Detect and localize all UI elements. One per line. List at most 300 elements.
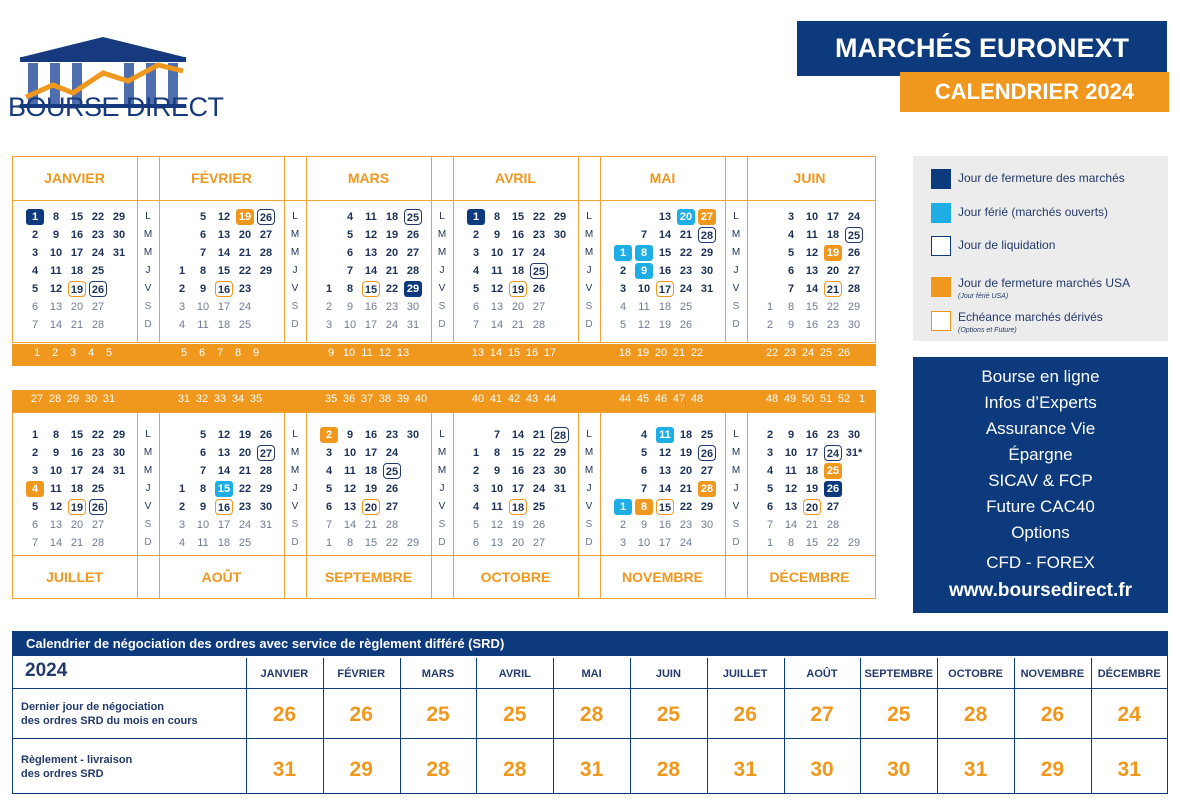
calendar-day: 24 <box>91 247 105 259</box>
logo-text: BOURSE DIRECT <box>8 92 224 122</box>
calendar-day: 11 <box>197 537 209 549</box>
calendar-day: 6 <box>787 265 795 277</box>
calendar-day: 7 <box>325 519 333 531</box>
calendar-day: 12 <box>217 429 231 441</box>
calendar-day: 29 <box>259 265 273 277</box>
calendar-day: 19 <box>658 319 672 331</box>
calendar-day: 4 <box>640 429 648 441</box>
weekday-letter: L <box>586 429 592 440</box>
weekday-letter: D <box>732 319 740 330</box>
calendar-day: 30 <box>847 319 861 331</box>
calendar-day: 26 <box>257 209 275 225</box>
calendar-day: 22 <box>91 211 105 223</box>
calendar-day: 17 <box>70 247 84 259</box>
calendar-day: 21 <box>511 319 525 331</box>
calendar-day: 7 <box>346 265 354 277</box>
calendar-day: 20 <box>511 301 525 313</box>
srd-month-header: SEPTEMBRE <box>864 668 934 680</box>
calendar-day: 9 <box>787 429 795 441</box>
calendar-day: 19 <box>236 209 254 225</box>
calendar-day: 22 <box>238 483 252 495</box>
srd-last-trading-day: 26 <box>733 703 757 726</box>
week-number: 6 <box>198 347 206 359</box>
calendar-day: 6 <box>31 301 39 313</box>
calendar-day: 15 <box>656 499 674 515</box>
calendar-day: 4 <box>619 301 627 313</box>
calendar-day: 11 <box>50 483 62 495</box>
legend-swatch <box>931 311 951 331</box>
calendar-day: 4 <box>178 537 186 549</box>
calendar-day: 24 <box>532 247 546 259</box>
calendar-day: 2 <box>766 319 774 331</box>
calendar-day: 19 <box>238 429 252 441</box>
calendar-day: 28 <box>532 319 546 331</box>
weekday-letter: V <box>585 501 593 512</box>
week-number: 48 <box>690 393 704 405</box>
calendar-day: 30 <box>700 519 714 531</box>
calendar-day: 14 <box>49 319 63 331</box>
week-number: 50 <box>801 393 815 405</box>
weekday-letter: S <box>732 301 740 312</box>
month-name-3: AVRIL <box>495 170 536 186</box>
calendar-day: 29 <box>112 211 126 223</box>
calendar-day: 21 <box>824 281 842 297</box>
calendar-day: 28 <box>385 519 399 531</box>
week-number: 51 <box>819 393 833 405</box>
calendar-day: 19 <box>68 281 86 297</box>
srd-last-trading-day: 25 <box>426 703 450 726</box>
srd-month-header: MARS <box>421 668 455 680</box>
calendar-day: 26 <box>89 499 107 515</box>
week-number: 44 <box>543 393 557 405</box>
calendar-day: 19 <box>511 519 525 531</box>
calendar-day: 7 <box>31 319 39 331</box>
month-divider <box>600 412 601 599</box>
calendar-day: 8 <box>787 301 795 313</box>
calendar-day: 22 <box>238 265 252 277</box>
calendar-day: 5 <box>472 519 480 531</box>
srd-table <box>12 631 1168 794</box>
calendar-day: 22 <box>826 537 840 549</box>
srd-settlement-day: 31 <box>579 758 604 781</box>
calendar-day: 25 <box>238 537 252 549</box>
calendar-day: 3 <box>178 519 186 531</box>
calendar-day: 19 <box>805 483 819 495</box>
calendar-day: 18 <box>509 499 527 515</box>
srd-last-trading-day: 27 <box>810 703 834 726</box>
calendar-day: 23 <box>532 465 546 477</box>
calendar-day: 3 <box>31 465 39 477</box>
calendar-day: 9 <box>635 263 653 279</box>
week-number: 9 <box>327 347 335 359</box>
week-number: 22 <box>690 347 704 359</box>
calendar-day: 17 <box>658 537 672 549</box>
calendar-day: 2 <box>320 427 338 443</box>
calendar-day: 27 <box>91 519 105 531</box>
calendar-day: 3 <box>766 447 774 459</box>
calendar-day: 12 <box>49 501 63 513</box>
srd-month-header: FÉVRIER <box>337 668 386 680</box>
calendar-day: 2 <box>178 283 186 295</box>
calendar-day: 28 <box>91 319 105 331</box>
calendar-day: 17 <box>364 319 378 331</box>
calendar-day: 1 <box>614 245 632 261</box>
week-number: 24 <box>801 347 815 359</box>
calendar-day: 22 <box>826 301 840 313</box>
week-number: 34 <box>231 393 245 405</box>
week-number: 13 <box>471 347 485 359</box>
calendar-day: 15 <box>70 211 84 223</box>
calendar-day: 21 <box>679 229 693 241</box>
weekday-letter: M <box>584 247 594 258</box>
calendar-day: 9 <box>787 319 795 331</box>
calendar-day: 15 <box>658 247 672 259</box>
calendar-day: 23 <box>679 265 693 277</box>
calendar-day: 5 <box>640 447 648 459</box>
calendar-day: 24 <box>824 445 842 461</box>
calendar-day: 4 <box>766 465 774 477</box>
week-number: 30 <box>84 393 98 405</box>
calendar-day: 13 <box>490 301 504 313</box>
calendar-day: 15 <box>805 537 819 549</box>
calendar-day: 28 <box>698 481 716 497</box>
weekday-letter: L <box>292 211 298 222</box>
legend-sublabel: (Options et Future) <box>958 327 1017 334</box>
weekday-letter: L <box>586 211 592 222</box>
calendar-day: 7 <box>31 537 39 549</box>
weekday-letter: J <box>292 483 298 494</box>
calendar-day: 14 <box>511 429 525 441</box>
calendar-day: 30 <box>847 429 861 441</box>
calendar-day: 18 <box>364 465 378 477</box>
week-number: 46 <box>654 393 668 405</box>
calendar-day: 1 <box>26 209 44 225</box>
calendar-day: 13 <box>49 301 63 313</box>
calendar-day: 17 <box>511 483 525 495</box>
calendar-day: 29 <box>847 301 861 313</box>
calendar-day: 9 <box>640 519 648 531</box>
weekday-letter: M <box>584 465 594 476</box>
week-number: 5 <box>180 347 188 359</box>
calendar-day: 13 <box>658 211 672 223</box>
week-number: 17 <box>543 347 557 359</box>
srd-month-header: JUILLET <box>722 668 768 680</box>
week-number: 26 <box>837 347 851 359</box>
srd-settlement-day: 31 <box>963 758 988 781</box>
legend-label: Jour férié (marchés ouverts) <box>958 205 1109 219</box>
calendar-day: 10 <box>490 483 504 495</box>
calendar-day: 26 <box>259 429 273 441</box>
legend-swatch <box>931 236 951 256</box>
calendar-day: 1 <box>325 537 333 549</box>
calendar-day: 23 <box>91 447 105 459</box>
calendar-day: 8 <box>635 245 653 261</box>
srd-settlement-day: 28 <box>426 758 450 781</box>
srd-settlement-day: 30 <box>810 758 834 781</box>
srd-settlement-day: 28 <box>503 758 527 781</box>
calendar-day: 13 <box>49 519 63 531</box>
calendar-day: 15 <box>217 265 231 277</box>
calendar-day: 27 <box>847 265 861 277</box>
calendar-day: 6 <box>472 301 480 313</box>
week-number: 40 <box>414 393 428 405</box>
calendar-day: 20 <box>70 519 84 531</box>
srd-settlement-day: 29 <box>349 758 373 781</box>
weekday-letter: M <box>731 465 741 476</box>
calendar-day: 18 <box>805 465 819 477</box>
month-divider <box>159 412 160 599</box>
calendar-day: 8 <box>199 265 207 277</box>
calendar-day: 22 <box>385 283 399 295</box>
week-number: 1 <box>33 347 41 359</box>
calendar-day: 10 <box>805 211 819 223</box>
calendar-day: 24 <box>91 465 105 477</box>
calendar-day: 8 <box>346 537 354 549</box>
calendar-day: 31 <box>553 483 567 495</box>
weekday-letter: D <box>585 319 593 330</box>
calendar-day: 5 <box>619 319 627 331</box>
calendar-day: 14 <box>364 265 378 277</box>
calendar-day: 15 <box>362 281 380 297</box>
calendar-day: 17 <box>217 519 231 531</box>
calendar-day: 23 <box>532 229 546 241</box>
weekday-letter: M <box>437 465 447 476</box>
calendar-day: 5 <box>199 211 207 223</box>
calendar-day: 19 <box>68 499 86 515</box>
calendar-day: 5 <box>31 283 39 295</box>
calendar-day: 27 <box>385 501 399 513</box>
weekday-letter: S <box>585 519 593 530</box>
promo-item: Infos d’Experts <box>984 393 1097 412</box>
weekday-letter: M <box>143 247 153 258</box>
calendar-day: 17 <box>656 281 674 297</box>
srd-table-title: Calendrier de négociation des ordres avec service de règlement différé (SRD) <box>13 632 1167 656</box>
calendar-day: 31 <box>112 465 126 477</box>
srd-month-header: AVRIL <box>498 668 531 680</box>
calendar-day: 11 <box>806 229 818 241</box>
calendar-day: 20 <box>803 499 821 515</box>
calendar-day: 12 <box>364 229 378 241</box>
week-number: 12 <box>378 347 392 359</box>
weekday-letter: M <box>584 447 594 458</box>
month-name-8: SEPTEMBRE <box>324 569 413 585</box>
month-name-2: MARS <box>347 170 390 186</box>
promo-item: Future CAC40 <box>986 497 1095 516</box>
calendar-day: 13 <box>343 501 357 513</box>
week-number: 42 <box>507 393 521 405</box>
calendar-day: 10 <box>49 247 63 259</box>
calendar-day: 30 <box>112 229 126 241</box>
letter-divider <box>725 412 726 599</box>
calendar-day: 26 <box>89 281 107 297</box>
calendar-day: 2 <box>472 229 480 241</box>
week-number: 9 <box>252 347 260 359</box>
week-number: 27 <box>30 393 44 405</box>
calendar-day: 12 <box>490 283 504 295</box>
calendar-day: 1 <box>766 537 774 549</box>
calendar-day: 27 <box>259 229 273 241</box>
legend-label: Echéance marchés dérivés <box>958 310 1103 324</box>
calendar-day: 21 <box>70 537 84 549</box>
weekday-letter: J <box>292 265 298 276</box>
weekday-letter: D <box>732 537 740 548</box>
calendar-day: 25 <box>824 463 842 479</box>
calendar-day: 25 <box>404 209 422 225</box>
month-name-10: NOVEMBRE <box>622 569 703 585</box>
calendar-day: 7 <box>640 229 648 241</box>
calendar-day: 21 <box>679 483 693 495</box>
week-number: 39 <box>396 393 410 405</box>
legend-label: Jour de fermeture marchés USA <box>958 276 1131 290</box>
calendar-day: 8 <box>199 483 207 495</box>
weekday-letter: V <box>144 501 152 512</box>
calendar-day: 22 <box>532 447 546 459</box>
calendar-day: 29 <box>700 501 714 513</box>
calendar-day: 11 <box>365 211 377 223</box>
calendar-day: 27 <box>91 301 105 313</box>
calendar-day: 23 <box>826 319 840 331</box>
calendar-day: 21 <box>532 429 546 441</box>
srd-settlement-day: 31 <box>733 758 757 781</box>
srd-last-trading-day: 26 <box>272 703 297 726</box>
month-name-1: FÉVRIER <box>191 170 252 186</box>
srd-last-trading-day: 25 <box>503 703 527 726</box>
promo-item: Assurance Vie <box>985 419 1096 438</box>
weekday-letter: M <box>290 447 300 458</box>
week-number: 13 <box>396 347 410 359</box>
calendar-day: 29 <box>700 247 714 259</box>
calendar-day: 12 <box>658 447 672 459</box>
calendar-day: 18 <box>217 319 231 331</box>
calendar-day: 10 <box>49 465 63 477</box>
weekday-letter: S <box>291 301 299 312</box>
calendar-day: 20 <box>826 265 840 277</box>
calendar-day: 24 <box>679 537 693 549</box>
promo-cfd: CFD - FOREX <box>986 553 1095 572</box>
calendar-day: 6 <box>766 501 774 513</box>
calendar-day: 4 <box>31 265 39 277</box>
calendar-day: 18 <box>385 211 399 223</box>
calendar-day: 1 <box>178 483 186 495</box>
calendar-day: 15 <box>364 537 378 549</box>
calendar-day: 13 <box>490 537 504 549</box>
calendar-day: 6 <box>31 519 39 531</box>
calendar-day: 26 <box>679 319 693 331</box>
srd-last-trading-day: 25 <box>887 703 911 726</box>
calendar-day: 9 <box>52 447 60 459</box>
month-divider <box>306 412 307 599</box>
weekday-letter: D <box>144 537 152 548</box>
calendar-day: 2 <box>619 519 627 531</box>
promo-url-link[interactable]: www.boursedirect.fr <box>949 580 1132 601</box>
calendar-day: 20 <box>385 247 399 259</box>
calendar-day: 23 <box>385 301 399 313</box>
srd-month-header: DÉCEMBRE <box>1097 668 1161 680</box>
calendar-day: 10 <box>637 537 651 549</box>
week-number: 47 <box>672 393 686 405</box>
calendar-day: 8 <box>52 429 60 441</box>
calendar-day: 23 <box>238 283 252 295</box>
weekday-letter: V <box>438 501 446 512</box>
calendar-day: 22 <box>532 211 546 223</box>
calendar-day: 11 <box>491 501 503 513</box>
calendar-day: 21 <box>238 247 252 259</box>
srd-row-divider <box>13 738 1167 739</box>
calendar-day: 7 <box>199 465 207 477</box>
month-divider <box>747 412 748 599</box>
weekday-letter: L <box>439 211 445 222</box>
calendar-day: 9 <box>346 429 354 441</box>
calendar-day: 6 <box>199 447 207 459</box>
calendar-day: 13 <box>217 447 231 459</box>
calendar-day: 1 <box>31 429 39 441</box>
calendar-day: 26 <box>824 481 842 497</box>
calendar-day: 19 <box>364 483 378 495</box>
calendar-day: 26 <box>532 283 546 295</box>
calendar-day: 15 <box>511 447 525 459</box>
calendar-day: 26 <box>532 519 546 531</box>
weekday-letter: D <box>438 537 446 548</box>
calendar-day: 8 <box>635 499 653 515</box>
calendar-day: 26 <box>406 229 420 241</box>
week-number: 2 <box>51 347 59 359</box>
weekday-letter: J <box>586 483 592 494</box>
calendar-day: 8 <box>787 537 795 549</box>
srd-month-header: JUIN <box>655 668 681 680</box>
week-number: 31 <box>102 393 116 405</box>
calendar-day: 16 <box>511 229 525 241</box>
week-number: 28 <box>48 393 62 405</box>
calendar-day: 10 <box>343 319 357 331</box>
calendar-day: 10 <box>343 447 357 459</box>
srd-settlement-day: 29 <box>1040 758 1065 781</box>
weekday-letter: M <box>290 465 300 476</box>
calendar-day: 12 <box>49 283 63 295</box>
calendar-day: 15 <box>511 211 525 223</box>
week-number: 52 <box>837 393 851 405</box>
calendar-day: 8 <box>493 447 501 459</box>
calendar-day: 18 <box>679 429 693 441</box>
calendar-day: 3 <box>178 301 186 313</box>
calendar-day: 27 <box>532 301 546 313</box>
calendar-day: 23 <box>826 429 840 441</box>
calendar-day: 22 <box>679 501 693 513</box>
weekday-letter: L <box>292 429 298 440</box>
week-number: 18 <box>618 347 632 359</box>
calendar-day: 31 <box>700 283 714 295</box>
calendar-day: 23 <box>385 429 399 441</box>
calendar-day: 3 <box>325 447 333 459</box>
week-number: 4 <box>87 347 95 359</box>
calendar-day: 16 <box>364 429 378 441</box>
calendar-day: 12 <box>784 483 798 495</box>
weekday-letter: J <box>733 265 739 276</box>
calendar-day: 11 <box>638 301 650 313</box>
srd-month-header: NOVEMBRE <box>1020 668 1085 680</box>
weekday-letter: M <box>731 447 741 458</box>
weekday-letter: M <box>437 447 447 458</box>
calendar-day: 12 <box>490 519 504 531</box>
weekday-letter: D <box>291 319 299 330</box>
calendar-day: 10 <box>196 301 210 313</box>
calendar-day: 9 <box>493 229 501 241</box>
calendar-day: 1 <box>766 301 774 313</box>
calendar-day: 1 <box>614 499 632 515</box>
calendar-day: 19 <box>824 245 842 261</box>
promo-item: Options <box>1011 523 1070 542</box>
month-name-0: JANVIER <box>44 170 105 186</box>
calendar-day: 1 <box>178 265 186 277</box>
